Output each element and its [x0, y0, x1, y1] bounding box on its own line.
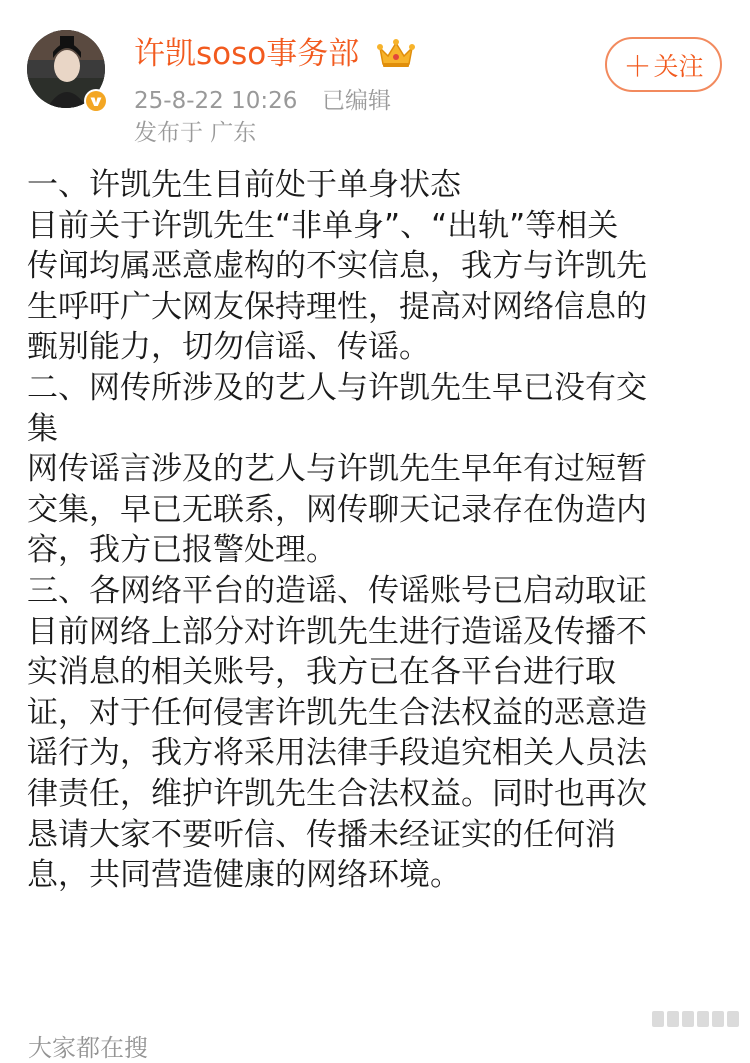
- watermark-icon: [652, 1002, 742, 1036]
- post-line: 交集，早已无联系，网传聊天记录存在伪造内: [27, 491, 647, 528]
- post-line: 一、许凯先生目前处于单身状态: [27, 167, 461, 203]
- crown-icon: [376, 38, 416, 70]
- verified-icon: [83, 88, 109, 114]
- post-line: 律责任，维护许凯先生合法权益。同时也再次: [27, 775, 647, 812]
- post-content: [27, 165, 727, 896]
- post-line: 恳请大家不要听信、传播未经证实的任何消: [27, 816, 616, 853]
- follow-label: 关注: [653, 51, 704, 81]
- post-line: 容，我方已报警处理。: [27, 532, 337, 569]
- post-line: 集: [27, 410, 58, 447]
- avatar[interactable]: [27, 30, 107, 114]
- post-line: 甄别能力，切勿信谣、传谣。: [27, 329, 430, 366]
- post-line: 传闻均属恶意虚构的不实信息，我方与许凯先: [27, 248, 647, 285]
- post-line: 网传谣言涉及的艺人与许凯先生早年有过短暂: [27, 451, 647, 488]
- follow-button[interactable]: [605, 37, 722, 92]
- post-line: 谣行为，我方将采用法律手段追究相关人员法: [27, 735, 647, 772]
- edited-label[interactable]: 已编辑: [322, 88, 391, 114]
- post-line: 证，对于任何侵害许凯先生合法权益的恶意造: [27, 694, 647, 731]
- post-line: 三、各网络平台的造谣、传谣账号已启动取证: [27, 572, 647, 609]
- plus-icon: ＋: [623, 49, 652, 83]
- post-location: 发布于 广东: [134, 120, 257, 146]
- post-line: 生呼吁广大网友保持理性，提高对网络信息的: [27, 288, 647, 325]
- post-line: 目前关于许凯先生“非单身”、“出轨”等相关: [27, 207, 619, 244]
- post-timestamp: 25-8-22 10:26: [134, 88, 298, 114]
- post-line: 实消息的相关账号，我方已在各平台进行取: [27, 654, 616, 691]
- username[interactable]: 许凯soso事务部: [134, 36, 360, 72]
- post-line: 息，共同营造健康的网络环境。: [27, 857, 461, 894]
- hot-search-label[interactable]: 大家都在搜: [28, 1034, 148, 1062]
- post-line: 目前网络上部分对许凯先生进行造谣及传播不: [27, 613, 647, 650]
- post-line: 二、网传所涉及的艺人与许凯先生早已没有交: [27, 369, 647, 406]
